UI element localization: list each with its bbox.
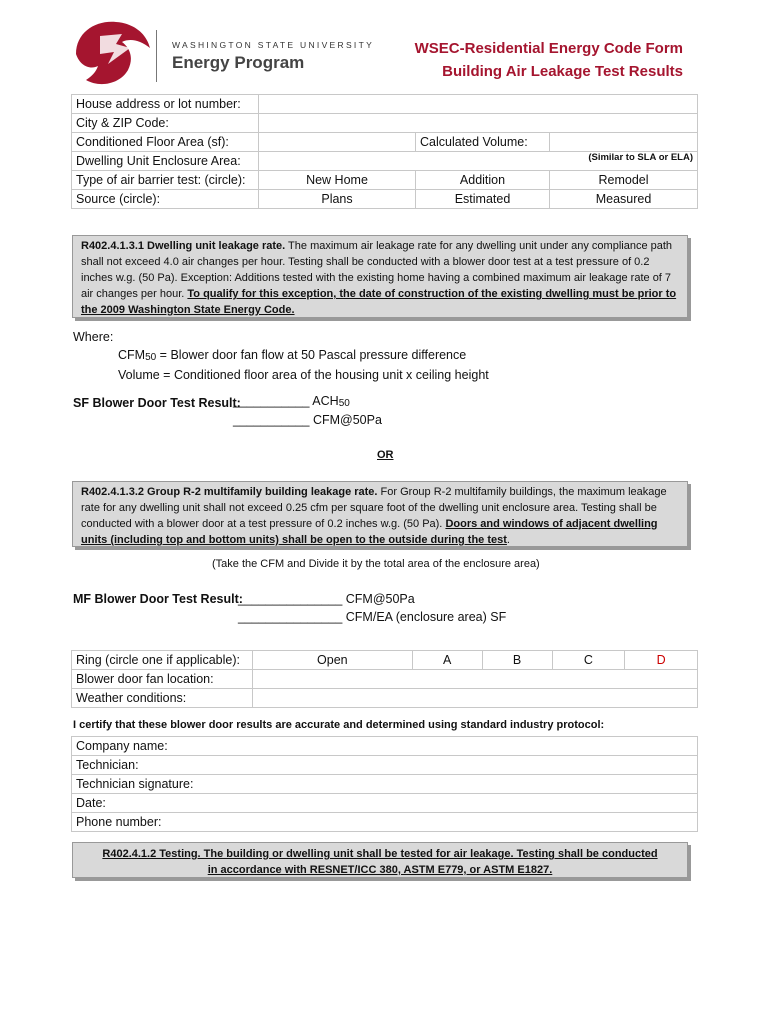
dwelling-leakage-body: The maximum air leakage rate for any dwelling unit under any compliance path shall not exceed 4.0 air changes per hour. Testing shall be conducted with a blower door test at a test pressure of 0.2 inches w.g. (50 Pa). Exception: Additions tested with the existing home having a combined maximum air leakage rate of 7 air changes per hour. (81, 240, 673, 300)
technician-row (72, 756, 698, 775)
option-measured[interactable]: Measured (550, 190, 698, 209)
or-separator: OR (377, 449, 394, 461)
date-label[interactable]: Date: (72, 794, 698, 813)
weather-row (72, 689, 698, 708)
address-label: House address or lot number: (72, 95, 259, 114)
cfm-sub: 50 (145, 352, 157, 363)
ach-sub: 50 (338, 398, 350, 409)
option-remodel[interactable]: Remodel (550, 171, 698, 190)
ring-a[interactable]: A (412, 651, 482, 670)
similar-note: (Similar to SLA or ELA) (259, 152, 698, 171)
signature-label[interactable]: Technician signature: (72, 775, 698, 794)
cougar-head-icon (70, 14, 154, 88)
university-name: WASHINGTON STATE UNIVERSITY (172, 40, 375, 50)
form-subtitle: Building Air Leakage Test Results (442, 63, 683, 80)
mf-result-label: MF Blower Door Test Result: (73, 592, 243, 606)
technician-label[interactable]: Technician: (72, 756, 698, 775)
dwelling-leakage-box (72, 235, 688, 318)
option-new-home[interactable]: New Home (259, 171, 416, 190)
ring-row (72, 651, 698, 670)
fan-location-row (72, 670, 698, 689)
certify-statement: I certify that these blower door results are accurate and determined using standard industry protocol: (73, 719, 605, 731)
floor-area-row (72, 133, 698, 152)
ring-table (71, 650, 698, 708)
enclosure-row (72, 152, 698, 171)
floor-area-label: Conditioned Floor Area (sf): (72, 133, 259, 152)
cfm-def: = Blower door fan flow at 50 Pascal pressure difference (156, 348, 467, 362)
multifamily-leakage-box (72, 481, 688, 547)
volume-label: Calculated Volume: (416, 133, 550, 152)
sf-cfm-blank[interactable]: ___________ (233, 413, 310, 427)
ring-label: Ring (circle one if applicable): (72, 651, 253, 670)
city-row (72, 114, 698, 133)
city-label: City & ZIP Code: (72, 114, 259, 133)
logo-divider (156, 30, 157, 82)
ring-d[interactable]: D (625, 651, 698, 670)
certification-table (71, 736, 698, 832)
city-input[interactable] (259, 114, 698, 133)
volume-def: = Conditioned floor area of the housing unit x ceiling height (159, 368, 489, 382)
fan-location-input[interactable] (253, 670, 698, 689)
weather-label: Weather conditions: (72, 689, 253, 708)
weather-input[interactable] (253, 689, 698, 708)
program-name: Energy Program (172, 53, 305, 72)
testing-requirement-box: R402.4.1.2 Testing. The building or dwelling unit shall be tested for air leakage. Testing shall be conducted in accordance with RESNET/ICC 380, ASTM E779, or ASTM E1827. (72, 842, 688, 878)
where-label: Where: (73, 330, 114, 344)
dwelling-leakage-heading: R402.4.1.3.1 Dwelling unit leakage rate. (81, 240, 286, 252)
sf-result-label: SF Blower Door Test Result: (73, 396, 241, 410)
enclosure-label: Dwelling Unit Enclosure Area: (72, 152, 259, 171)
mf-cfm-line (238, 592, 415, 606)
barrier-row (72, 171, 698, 190)
cfm-label: CFM (118, 348, 146, 362)
volume-definition (118, 368, 489, 382)
source-row (72, 190, 698, 209)
company-row (72, 737, 698, 756)
cfm-definition (118, 348, 466, 363)
phone-label[interactable]: Phone number: (72, 813, 698, 832)
option-addition[interactable]: Addition (416, 171, 550, 190)
multifamily-heading: R402.4.1.3.2 Group R-2 multifamily building leakage rate. (81, 486, 378, 498)
multifamily-body: For Group R-2 multifamily buildings, the maximum leakage rate for any dwelling unit shall not exceed 0.25 cfm per square foot of the dwelling unit enclosure area. Testing shall be conducted with a blower door at a test pressure of 0.2 inches w.g. (50 Pa). (81, 486, 667, 530)
ring-b[interactable]: B (482, 651, 552, 670)
take-cfm-note: (Take the CFM and Divide it by the total area of the enclosure area) (212, 558, 540, 570)
multifamily-doors-note: Doors and windows of adjacent dwelling units (including top and bottom units) shall be open to the outside during the test (81, 518, 658, 546)
mf-cfm-label: CFM@50Pa (345, 592, 415, 606)
dwelling-leakage-exception: To qualify for this exception, the date of construction of the existing dwelling must be prior to the 2009 Washington State Energy Code. (81, 288, 677, 316)
wsu-logo (70, 14, 370, 89)
phone-row (72, 813, 698, 832)
date-row (72, 794, 698, 813)
mf-cfm-ea-blank[interactable]: _______________ (238, 610, 343, 624)
mf-cfm-ea-label: CFM/EA (enclosure area) SF (345, 610, 507, 624)
address-input[interactable] (259, 95, 698, 114)
mf-cfm-blank[interactable]: _______________ (238, 592, 343, 606)
form-title: WSEC-Residential Energy Code Form (414, 40, 683, 57)
address-row (72, 95, 698, 114)
ach-label: ACH (312, 394, 339, 408)
floor-area-input[interactable] (259, 133, 416, 152)
option-plans[interactable]: Plans (259, 190, 416, 209)
option-estimated[interactable]: Estimated (416, 190, 550, 209)
property-info-table (71, 94, 698, 209)
volume-input[interactable] (550, 133, 698, 152)
fan-location-label: Blower door fan location: (72, 670, 253, 689)
mf-cfm-ea-line (238, 610, 506, 624)
sf-ach-blank[interactable]: ___________ (233, 394, 310, 408)
multifamily-end: . (506, 534, 510, 546)
barrier-label: Type of air barrier test: (circle): (72, 171, 259, 190)
sf-ach-line (233, 394, 350, 409)
ring-open[interactable]: Open (253, 651, 413, 670)
ring-c[interactable]: C (552, 651, 625, 670)
company-label[interactable]: Company name: (72, 737, 698, 756)
volume-word: Volume (118, 368, 160, 382)
sf-cfm-label: CFM@50Pa (312, 413, 382, 427)
signature-row (72, 775, 698, 794)
source-label: Source (circle): (72, 190, 259, 209)
sf-cfm-line (233, 413, 382, 427)
